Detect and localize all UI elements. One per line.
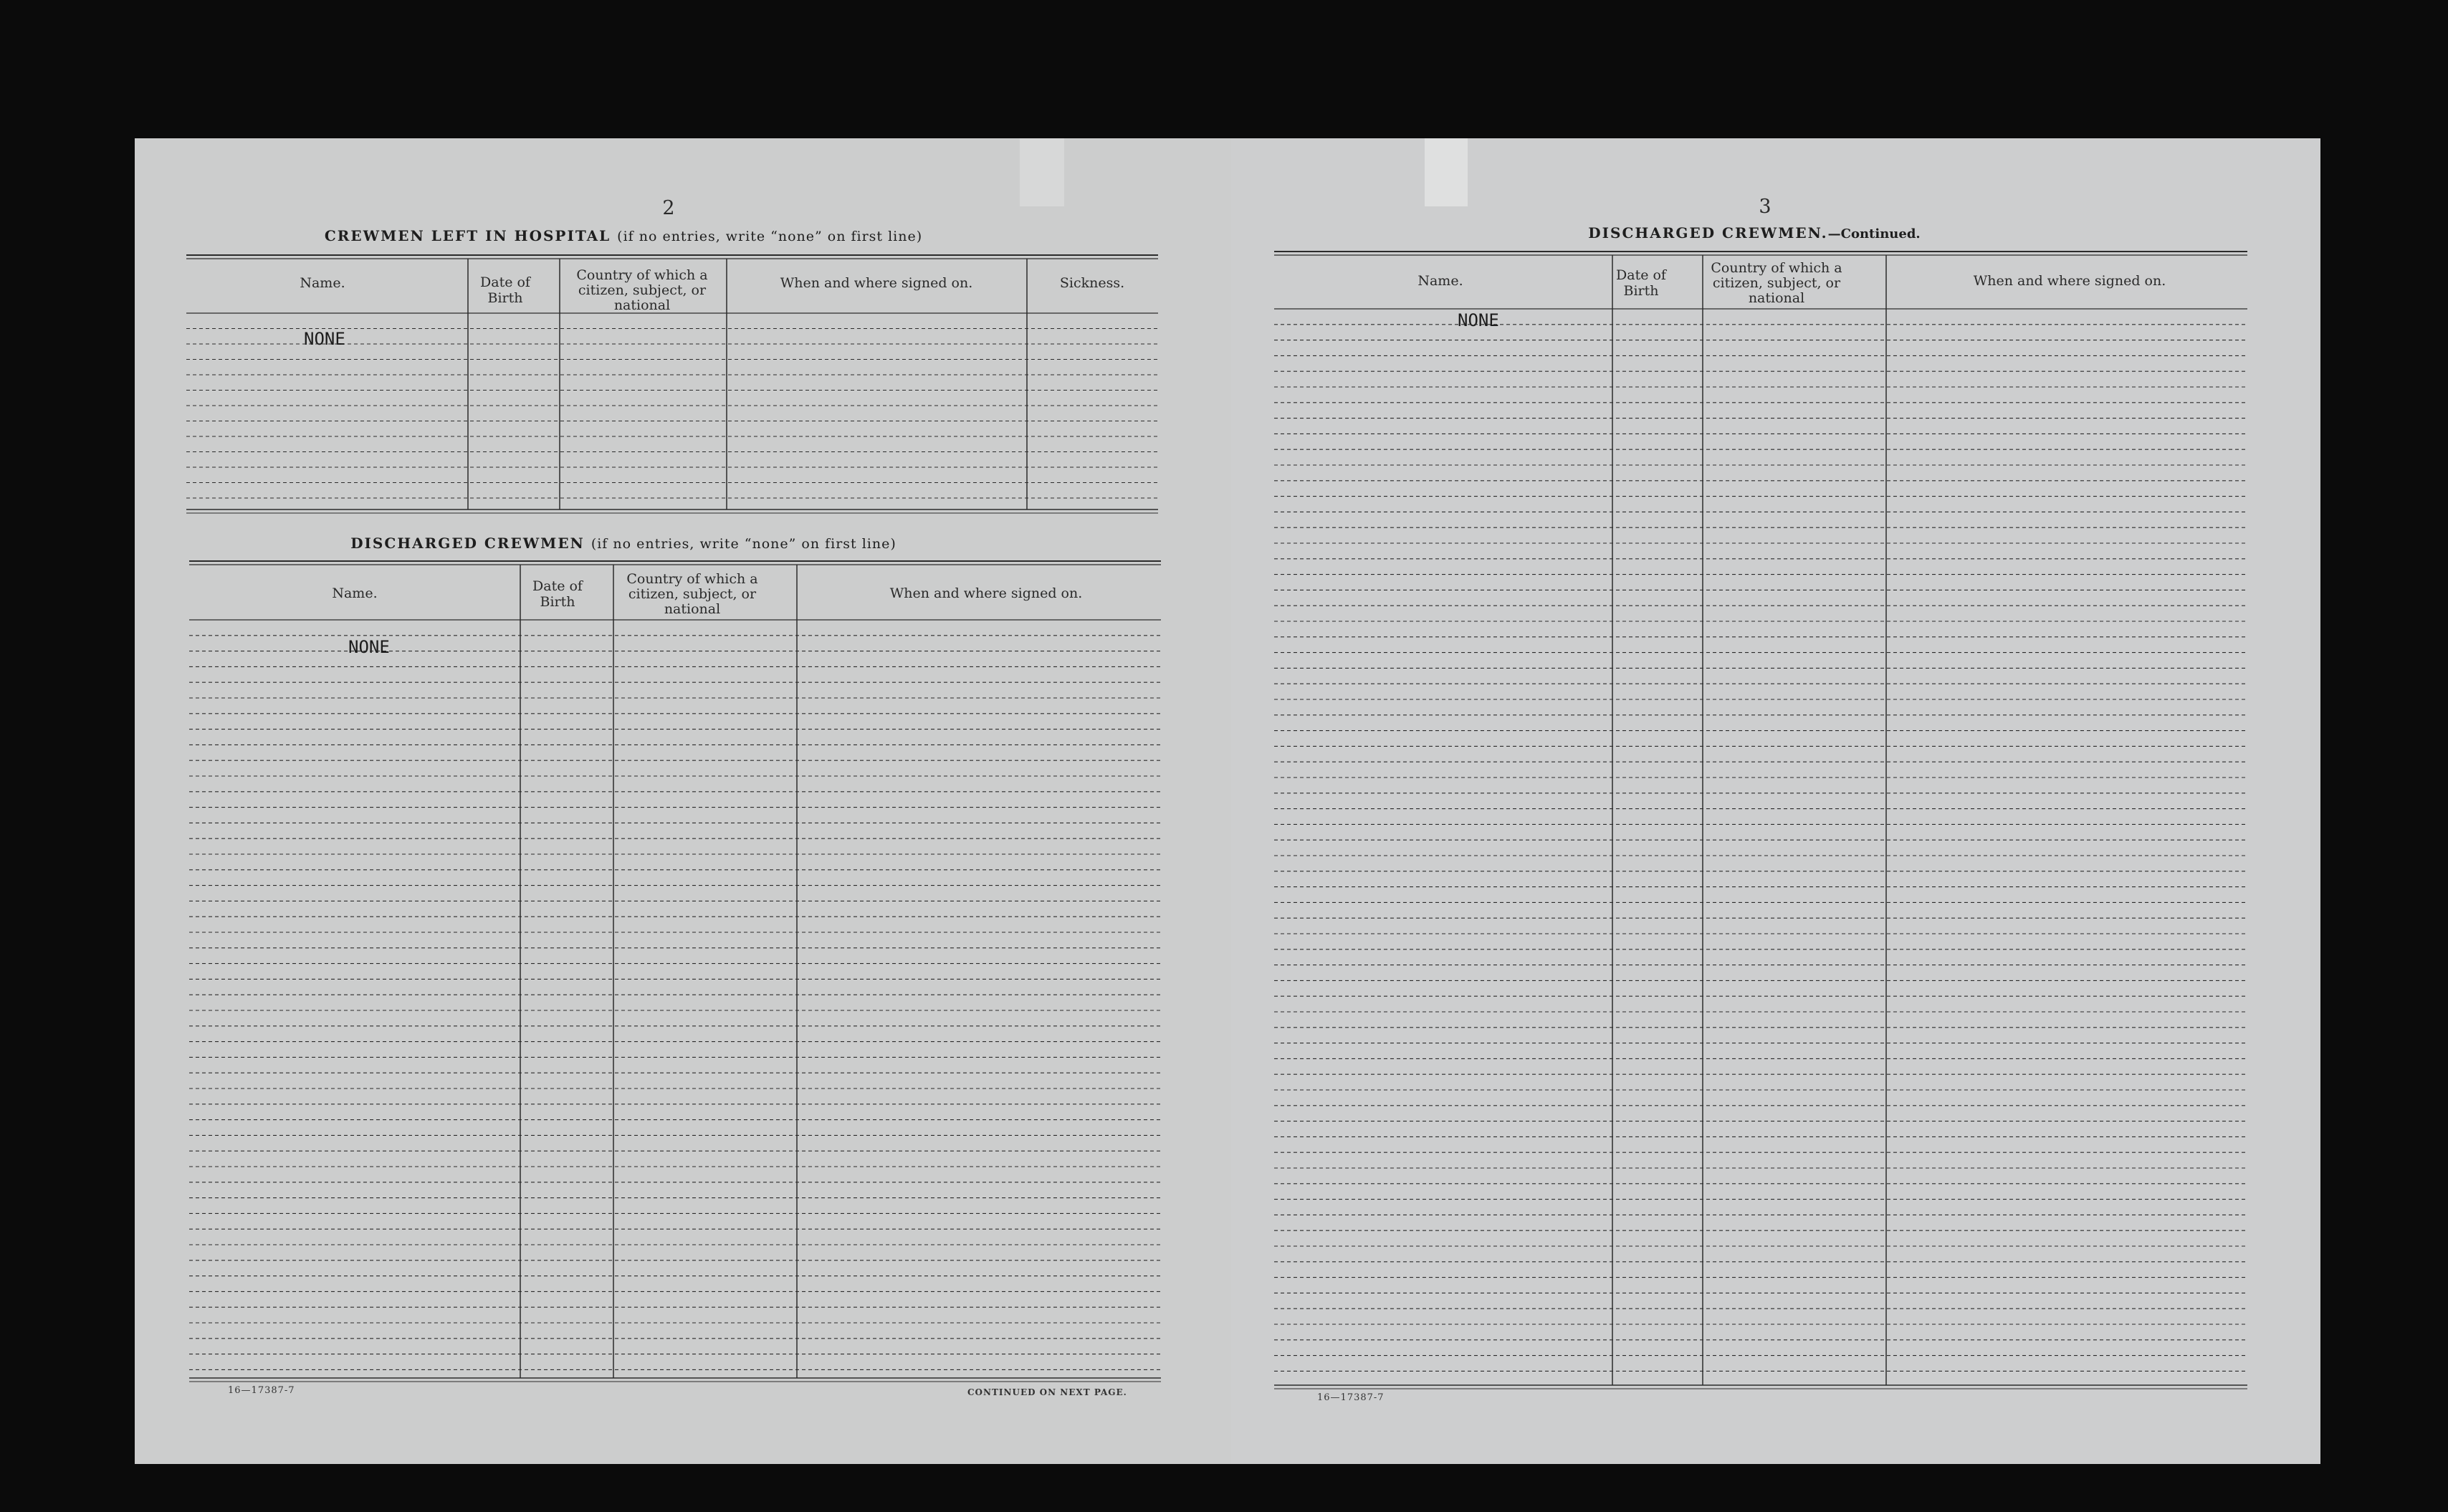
hospital-col-signed: When and where signed on. xyxy=(780,274,973,291)
continued-entry: NONE xyxy=(1458,310,1499,330)
left-page xyxy=(135,138,1231,1464)
right-ruled-grid xyxy=(1231,138,2320,1464)
continued-col-country: Country of which a citizen, subject, or national xyxy=(1711,259,1842,306)
discharged-col-dob: Date of Birth xyxy=(532,578,583,610)
continued-col-name: Name. xyxy=(1417,272,1463,289)
continued-title-text: DISCHARGED CREWMEN. xyxy=(1588,224,1828,241)
hospital-col-dob: Date of Birth xyxy=(480,274,530,306)
hospital-col-sickness: Sickness. xyxy=(1059,274,1125,291)
hospital-title-note: (if no entries, write “none” on first line) xyxy=(617,229,923,244)
hospital-title-text: CREWMEN LEFT IN HOSPITAL xyxy=(324,227,611,244)
left-ruled-grid xyxy=(135,138,1231,1464)
hospital-col-name: Name. xyxy=(300,274,345,291)
continued-col-dob: Date of Birth xyxy=(1616,267,1666,299)
continued-title-note: —Continued. xyxy=(1827,226,1921,241)
discharged-col-signed: When and where signed on. xyxy=(889,585,1083,601)
continued-col-signed: When and where signed on. xyxy=(1973,272,2166,289)
page-number: 3 xyxy=(1759,196,1772,218)
discharged-col-name: Name. xyxy=(332,585,378,601)
hospital-entry: NONE xyxy=(304,329,345,349)
right-page xyxy=(1231,138,2320,1464)
form-number: 16—17387-7 xyxy=(228,1385,295,1396)
discharged-col-country: Country of which a citizen, subject, or national xyxy=(626,570,758,617)
form-number: 16—17387-7 xyxy=(1317,1392,1385,1403)
page-number: 2 xyxy=(662,197,675,219)
continued-note: CONTINUED ON NEXT PAGE. xyxy=(967,1387,1127,1397)
discharged-entry: NONE xyxy=(348,637,390,657)
discharged-title-note: (if no entries, write “none” on first line) xyxy=(591,536,897,552)
hospital-col-country: Country of which a citizen, subject, or national xyxy=(576,267,708,313)
discharged-title-text: DISCHARGED CREWMEN xyxy=(350,535,585,552)
